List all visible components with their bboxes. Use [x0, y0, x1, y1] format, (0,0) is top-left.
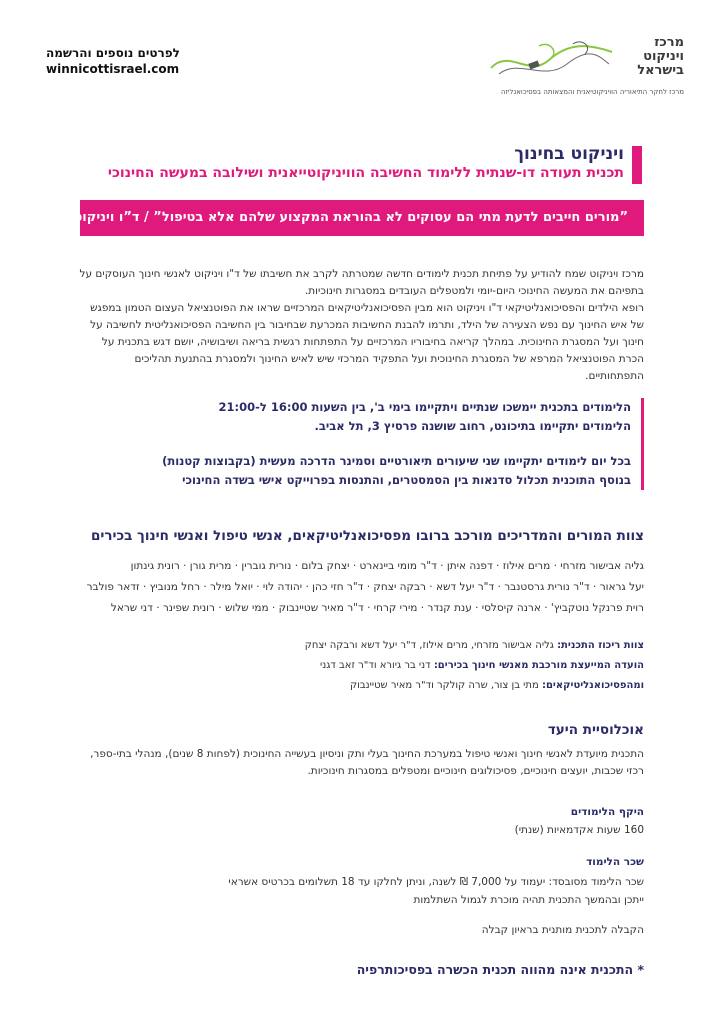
contact-info	[46, 46, 266, 76]
team-heading: צוות המורים והמדריכים מורכב ברובו מפסיכואנליטיקאים, אנשי טיפול ואנשי חינוך בכירים	[90, 528, 644, 544]
intro-paragraph: מרכז ויניקוט שמח להודיע על פתיחת תכנית לימודים חדשה שמטרתה לקרב את חשיבתו של ד"ו ויניקוט לאנשי חינוך העוסקים על בתפיהם את המעשה החינוכי היום-יומי ולמטפלים העובדים במסגרות חינוכיות.	[79, 268, 644, 297]
fee-text	[78, 873, 644, 909]
acceptance-text: הקבלה לתכנית מותנית בראיון קבלה	[481, 924, 644, 936]
team-names	[78, 556, 644, 619]
schedule-workshops: בנוסף התוכנית תכלול סדנאות בין הסמסטרים, והתנסות בפרוייקט אישי בשדה החינוכי	[182, 473, 631, 487]
page-title: ויניקוט בחינוך	[514, 144, 624, 164]
names-row: גליה אבישור מזרחי · מרים אילוז · דפנה איתן · ד"ר מומי ביינארט · יצחק בלום · נורית גוברין · מרית גורן · רונית גינתון	[130, 560, 644, 572]
contact-label: לפרטים נוספים והרשמה	[46, 46, 180, 60]
audience-text: התכנית מיועדת לאנשי חינוך ואנשי טיפול במערכת החינוך בעלי ותק וניסיון בעשייה החינוכית (לפחות 8 שנים), מנהלי בתי-ספר, רכזי שכבות, יועצים חינוכיים, פסיכולוגים חינוכיים ומטפלים במסגרות חינוכיות.	[90, 748, 644, 777]
intro-text	[78, 266, 644, 385]
names-row: יעל גראור · ד"ר נורית גרסטנבר · ד"ר יעל דשא · רבקה יצחק · ד"ר חזי כהן · יהודה לוי · יואל מילר · רחל מנוביץ · זדאר פולבר	[86, 581, 644, 593]
role-row: צוות ריכוז התכנית: גליה אבישור מזרחי, מרים אילוז, ד"ר יעל דשא ורבקה יצחק	[304, 640, 644, 651]
quote-banner: ”מורים חייבים לדעת מתי הם עסוקים לא בהוראת המקצוע שלהם אלא בטיפול” / ד”ו ויניקוט	[80, 200, 644, 236]
disclaimer-note: * התכנית אינה מהווה תכנית הכשרה בפסיכותרפיה	[356, 962, 644, 977]
schedule-structure: בכל יום לימודים יתקיימו שני שיעורים תיאורטיים וסמינר הדרכה מעשית (בקבוצות קטנות)	[162, 454, 631, 468]
website-link[interactable]: winnicottisrael.com	[46, 62, 180, 76]
scope-heading: היקף הלימודים	[570, 806, 644, 818]
schedule-location: הלימודים יתקיימו בתיכונט, רחוב שושנה פרסיץ 3, תל אביב.	[314, 419, 631, 433]
fee-line: ייתכן ובהמשך התכנית תהיה מוכרת לגמול השתלמות	[413, 894, 644, 906]
schedule-highlights	[78, 398, 644, 490]
logo-wordmark: מרכז ויניקוט בישראל	[637, 35, 684, 78]
intro-paragraph: רופא הילדים והפסיכואנליטיקאי ד"ו ויניקוט הוא מבין הפסיכואנליטיקאים המרכזיים שראו את הפוטנציאל העצום הטמון במפגש של איש החינוך עם נפש הצעירה של הילד, ותרמו להבנת החשיבות המכרעת שבחיבור בין החשיבה הפסיכואנליטית לחשיבה על חינוך ועל המסגרת החינוכית. במהלך קריאה בחיבוריו המרכזיים על התפתחות רגשית בריאה ושיבושיה, יושם דגש בתכנית על הכרת הפוטנציאל המרפא של המסגרת החינוכית ועל התפקיד המרכזי שיש לאיש החינוך ולמסגרת בהתנעת תהליכים התפתחותיים.	[90, 302, 644, 382]
logo-tagline: מרכז לחקר התיאוריה הוויניקוטיאנית והמצאותה בפסיכואנליזה	[500, 88, 684, 96]
fee-heading: שכר הלימוד	[586, 856, 644, 868]
role-row: ומהפסיכואנליטיקאים: מתי בן צור, שרה קולקר וד"ר מאיר שטיינבוק	[350, 680, 644, 691]
winnicott-logo	[444, 36, 684, 98]
audience-heading: אוכלוסיית היעד	[547, 722, 644, 738]
names-row: רוית פרנקל נוטקביץ' · ארנה קיסלסי · ענת קנדר · מירי קרחי · ד"ר מאיר שטיינבוק · ממי שלוש · רונית שפינר · דני שראל	[110, 602, 644, 614]
title-accent-bar	[632, 146, 642, 184]
team-roles	[78, 636, 644, 696]
role-row: הועדה המייעצת מורכבת מאנשי חינוך בכירים: דני בר גיורא וד"ר זאב דגני	[320, 660, 644, 671]
fee-line: שכר הלימוד מסובסד: יעמוד על 7,000 ₪ לשנה, וניתן לחלקו עד 18 תשלומים בכרטיס אשראי	[228, 876, 644, 888]
schedule-hours: הלימודים בתכנית יימשכו שנתיים ויתקיימו בימי ב', בין השעות 16:00 ל-21:00	[218, 400, 631, 414]
page-subtitle: תכנית תעודה דו-שנתית ללימוד החשיבה הוויניקוטייאנית ושילובה במעשה החינוכי	[107, 165, 624, 181]
logo-swirl-icon	[489, 38, 614, 82]
scope-text: 160 שעות אקדמאיות (שנתי)	[514, 824, 644, 836]
